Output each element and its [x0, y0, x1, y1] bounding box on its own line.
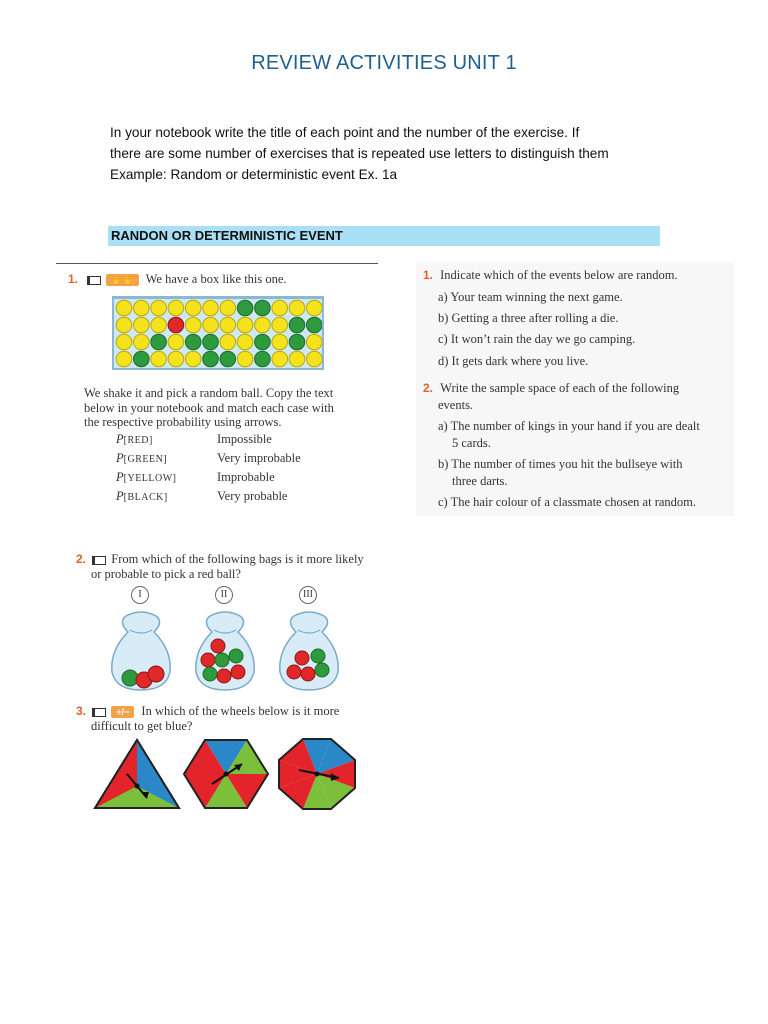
wheel-hexagon: [182, 738, 270, 810]
question-2-item-a-line-2: 5 cards.: [452, 436, 491, 450]
ball: [134, 334, 150, 350]
intro-text: [110, 122, 670, 185]
ball: [185, 317, 201, 333]
ball: [237, 317, 253, 333]
question-2-item-b-line-2: three darts.: [452, 474, 508, 488]
ball: [151, 300, 167, 316]
prob-row-red: [116, 432, 301, 451]
prob-label-2: Very improbable: [217, 451, 301, 465]
ball: [237, 334, 253, 350]
ball: [289, 317, 305, 333]
ball: [289, 351, 305, 367]
prob-event-black: P[BLACK]: [116, 489, 168, 503]
question-2-text-1: Write the sample space of each of the following: [440, 381, 680, 395]
ball-box: [112, 296, 324, 370]
wheel-octagon: [277, 738, 357, 810]
ball: [289, 334, 305, 350]
prob-row-green: [116, 451, 301, 470]
question-2-item-b-line-1: b) The number of times you hit the bullseye with: [438, 457, 683, 471]
question-2-item-a-line-1: a) The number of kings in your hand if you are dealt: [438, 419, 700, 433]
ball: [116, 334, 132, 350]
ball: [203, 317, 219, 333]
intro-line-1: In your notebook write the title of each point and the number of the exercise. If: [110, 125, 580, 140]
prob-event-yellow: P[YELLOW]: [116, 470, 177, 484]
ball: [151, 351, 167, 367]
bag-3: [274, 610, 344, 692]
ball: [168, 300, 184, 316]
right-panel: [416, 262, 734, 516]
exercise-1-paragraph-line-3: the respective probability using arrows.: [84, 415, 282, 429]
exercise-3-header: [76, 704, 339, 719]
ball: [185, 351, 201, 367]
ball: [272, 300, 288, 316]
prob-label-4: Very probable: [217, 489, 288, 503]
exercise-2-text-1: From which of the following bags is it more likely: [111, 552, 364, 566]
question-2-item-c: c) The hair colour of a classmate chosen at random.: [438, 495, 697, 509]
ball: [272, 334, 288, 350]
ball: [203, 334, 219, 350]
question-1-item-d: d) It gets dark where you live.: [438, 354, 589, 368]
ball: [168, 334, 184, 350]
question-2-number: 2.: [423, 381, 434, 395]
exercise-1-paragraph-line-1: We shake it and pick a random ball. Copy the text: [84, 386, 334, 400]
question-1-text: Indicate which of the events below are random.: [440, 268, 678, 282]
exercise-1-number: 1.: [68, 272, 79, 286]
bag-2: [190, 610, 260, 692]
ball: [220, 334, 236, 350]
question-2-header: [423, 381, 679, 396]
ball: [272, 317, 288, 333]
bag-label-1: I: [131, 586, 149, 604]
exercise-1-header: [68, 272, 287, 287]
ball: [289, 300, 305, 316]
exercise-1-text: We have a box like this one.: [145, 272, 287, 286]
bag-1: [106, 610, 176, 692]
megaphone-icon: [92, 556, 106, 565]
calculator-icon: +/−: [111, 706, 134, 718]
ball: [255, 351, 271, 367]
prob-event-red: P[RED]: [116, 432, 153, 446]
ball: [116, 300, 132, 316]
ball: [203, 351, 219, 367]
hands-icon: ✋✋: [106, 274, 138, 286]
question-1-header: [423, 268, 678, 283]
question-1-item-a: a) Your team winning the next game.: [438, 290, 623, 304]
ball: [255, 317, 271, 333]
exercise-2-number: 2.: [76, 552, 87, 566]
ball: [220, 300, 236, 316]
ball: [134, 300, 150, 316]
question-1-number: 1.: [423, 268, 434, 282]
intro-line-2: there are some number of exercises that is repeated use letters to distinguish them: [110, 146, 609, 161]
ball: [307, 334, 323, 350]
probability-table: [116, 432, 301, 508]
prob-row-black: [116, 489, 301, 508]
exercise-1-paragraph-line-2: below in your notebook and match each case with: [84, 400, 334, 415]
exercise-3-text-2: difficult to get blue?: [91, 719, 193, 733]
question-1-item-b: b) Getting a three after rolling a die.: [438, 311, 619, 325]
question-1-item-c: c) It won’t rain the day we go camping.: [438, 332, 636, 346]
bag-label-2: II: [215, 586, 233, 604]
ball: [134, 317, 150, 333]
question-2-text-2: events.: [438, 398, 474, 412]
page-title: REVIEW ACTIVITIES UNIT 1: [251, 52, 517, 74]
ball: [168, 351, 184, 367]
prob-event-green: P[GREEN]: [116, 451, 168, 465]
ball: [203, 300, 219, 316]
ball: [272, 351, 288, 367]
exercise-2-text-2: or probable to pick a red ball?: [91, 567, 241, 581]
section-heading: RANDON OR DETERMINISTIC EVENT: [108, 226, 660, 246]
ball: [237, 351, 253, 367]
exercise-3-text-1: In which of the wheels below is it more: [141, 704, 340, 718]
ball: [151, 317, 167, 333]
wheel-triangle: [93, 738, 181, 810]
ball: [116, 317, 132, 333]
ball-box-balls: [114, 299, 322, 369]
prob-row-yellow: [116, 470, 301, 489]
ball: [237, 300, 253, 316]
exercise-3-number: 3.: [76, 704, 87, 718]
prob-label-3: Improbable: [217, 470, 275, 484]
ball: [307, 317, 323, 333]
exercise-2-header: [76, 552, 364, 567]
prob-label-1: Impossible: [217, 432, 272, 446]
ball: [307, 300, 323, 316]
ball: [220, 351, 236, 367]
ball: [168, 317, 184, 333]
ball: [307, 351, 323, 367]
exercise-1-paragraph: [84, 386, 356, 430]
ball: [220, 317, 236, 333]
ball: [185, 300, 201, 316]
ball: [134, 351, 150, 367]
ball: [151, 334, 167, 350]
intro-line-3: Example: Random or deterministic event Ex. 1a: [110, 167, 398, 182]
bag-label-3: III: [299, 586, 317, 604]
ball: [255, 300, 271, 316]
ball: [116, 351, 132, 367]
ball: [185, 334, 201, 350]
ball: [255, 334, 271, 350]
megaphone-icon: [87, 276, 101, 285]
divider: [56, 263, 378, 264]
megaphone-icon: [92, 708, 106, 717]
